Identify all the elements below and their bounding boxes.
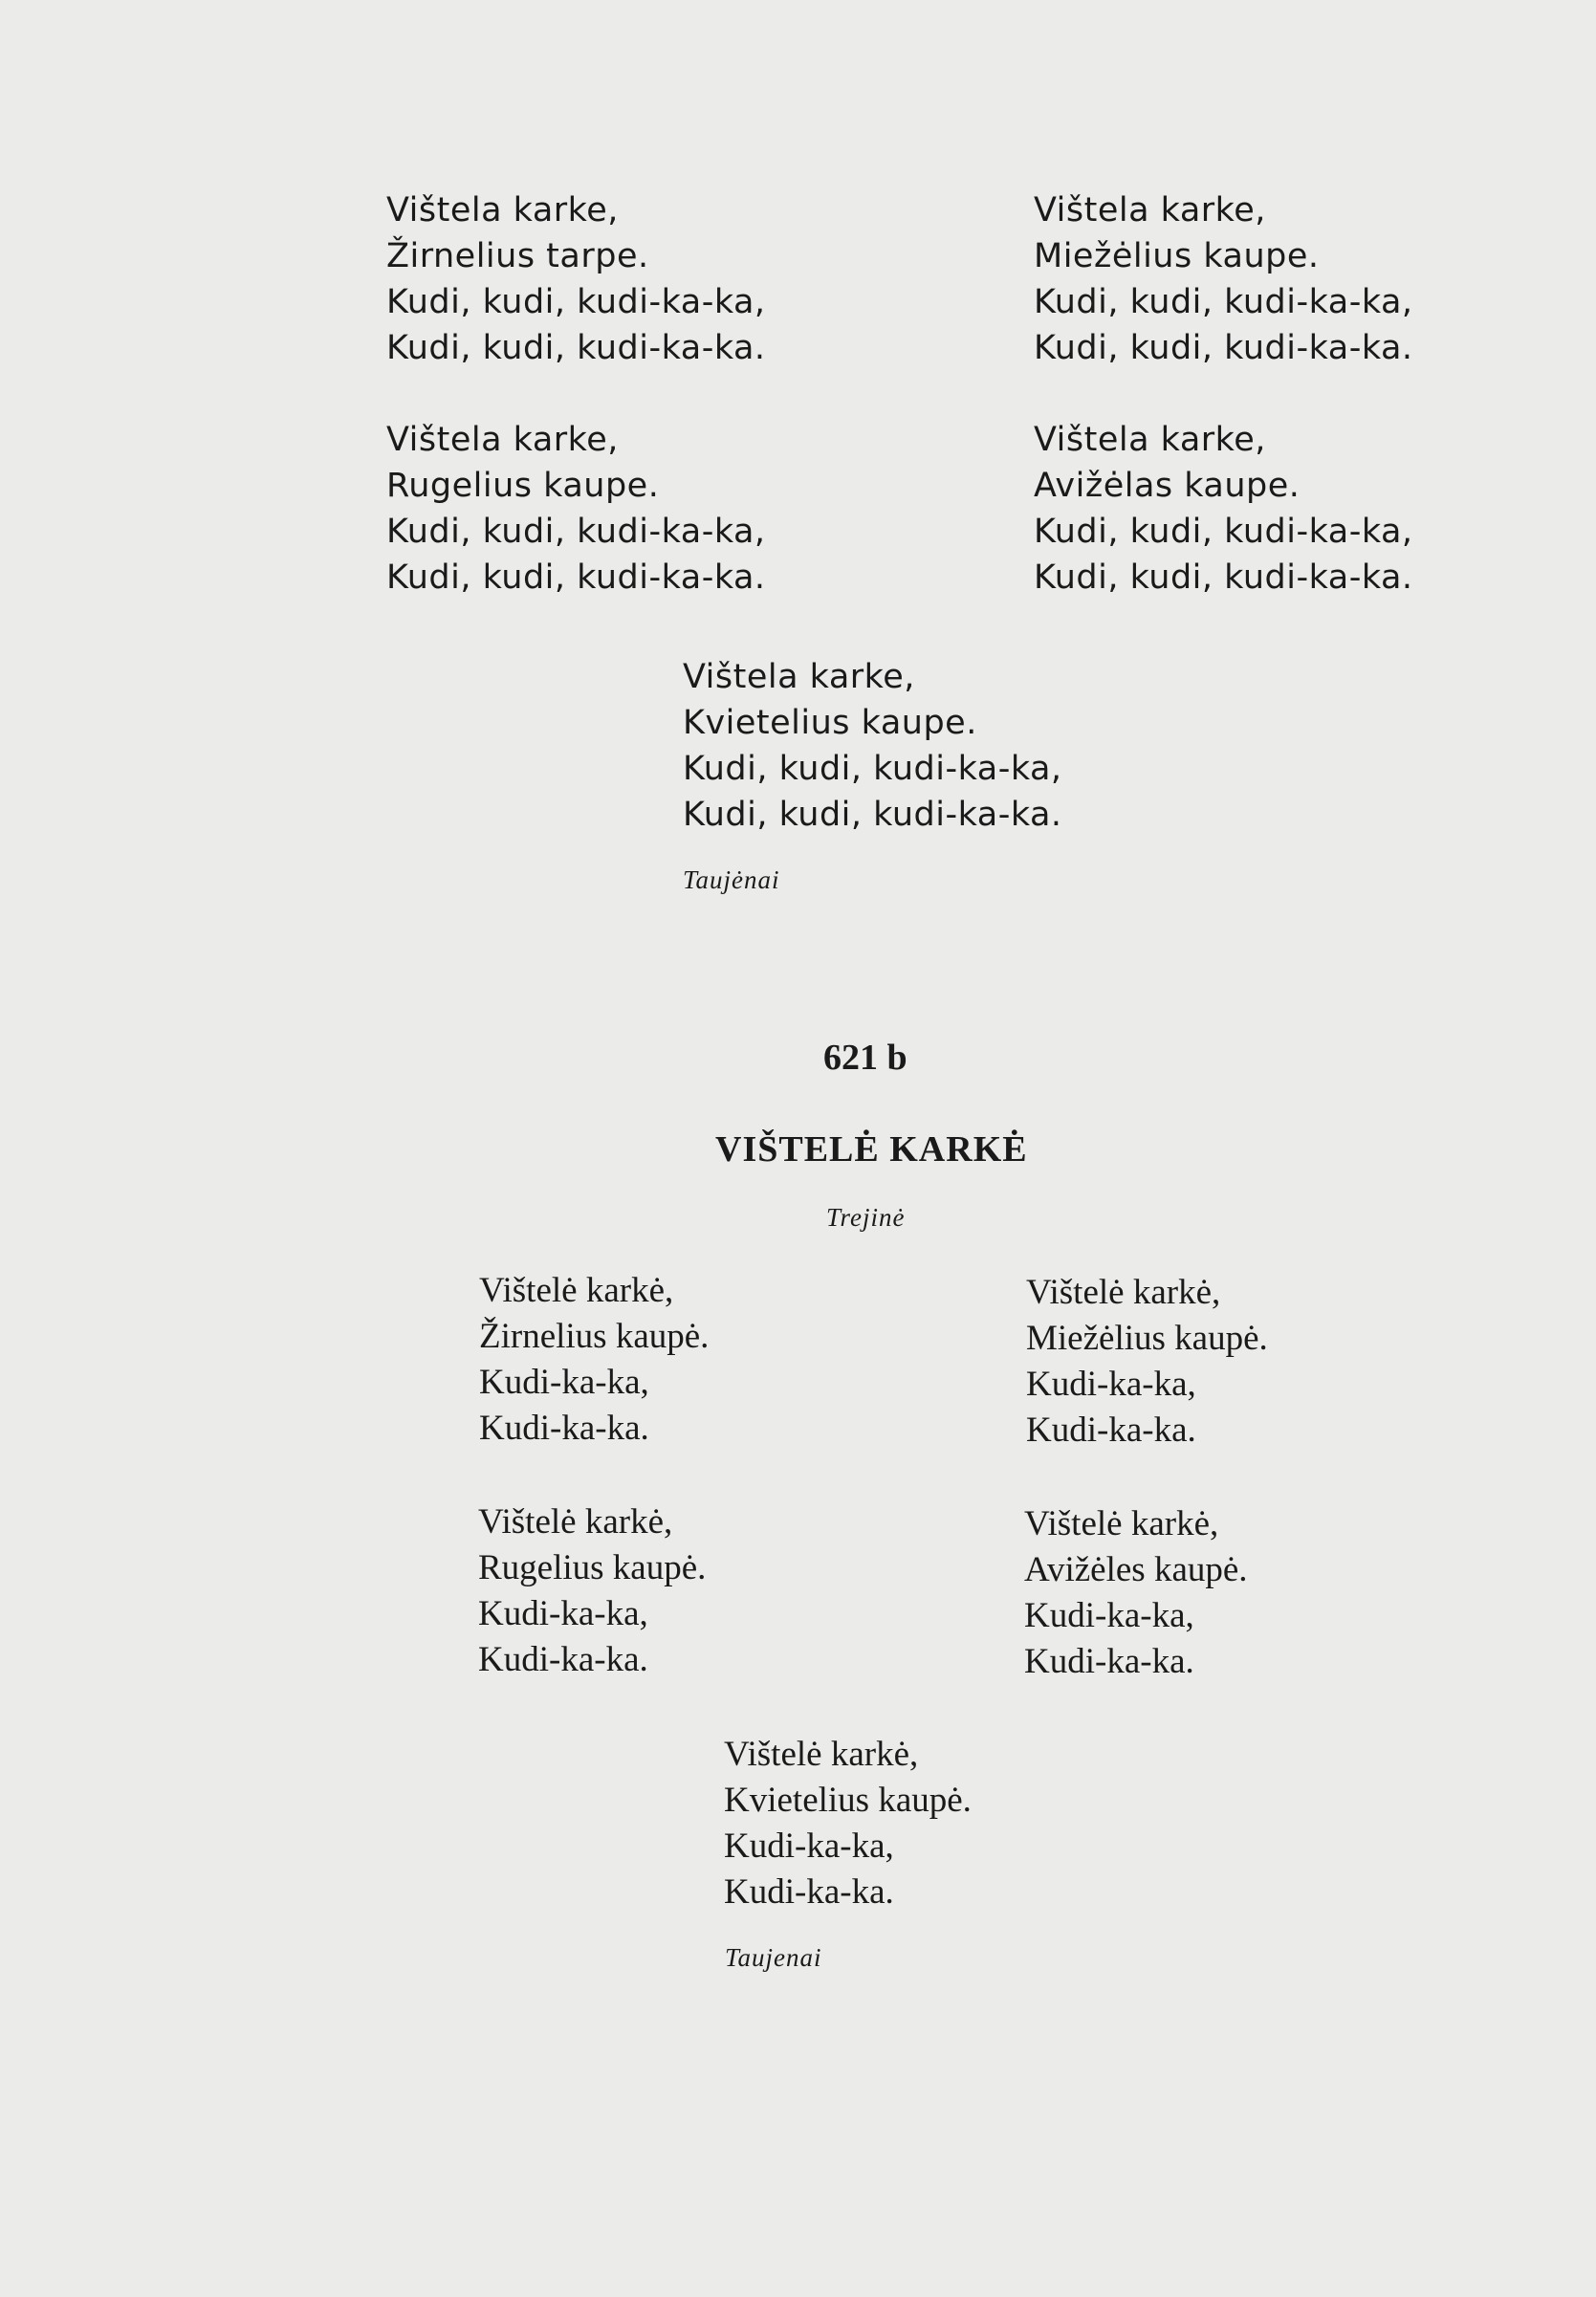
stanza-line: Kudi, kudi, kudi-ka-ka. xyxy=(683,796,1062,834)
bottom-stanza-4 xyxy=(1024,1501,1248,1685)
bottom-stanza-2 xyxy=(1026,1270,1268,1454)
stanza-line: Kudi-ka-ka. xyxy=(479,1409,649,1448)
stanza-line: Kudi, kudi, kudi-ka-ka. xyxy=(386,558,766,597)
stanza-line: Vištelė karkė, xyxy=(724,1735,919,1774)
stanza-line: Kudi-ka-ka. xyxy=(1024,1642,1194,1681)
stanza-line: Kvietelius kaupė. xyxy=(724,1781,972,1820)
stanza-line: Miežėlius kaupe. xyxy=(1034,237,1320,275)
stanza-line: Vištela karke, xyxy=(683,658,915,696)
top-stanza-3 xyxy=(386,417,766,601)
source-note: Taujėnai xyxy=(683,865,780,894)
stanza-line: Žirnelius tarpe. xyxy=(386,237,649,275)
song-number: 621 b xyxy=(823,1038,907,1078)
stanza-line: Kudi-ka-ka, xyxy=(724,1827,894,1866)
stanza-line: Kudi, kudi, kudi-ka-ka. xyxy=(386,329,766,367)
stanza-line: Avižėles kaupė. xyxy=(1024,1550,1248,1589)
bottom-stanza-1 xyxy=(479,1268,709,1452)
song-subtitle: Trejinė xyxy=(826,1203,906,1232)
stanza-line: Kudi-ka-ka, xyxy=(479,1363,649,1402)
bottom-stanza-3 xyxy=(478,1499,706,1683)
top-stanza-5 xyxy=(683,654,1062,838)
bottom-stanza-5 xyxy=(724,1732,972,1915)
stanza-line: Kudi, kudi, kudi-ka-ka. xyxy=(1034,558,1413,597)
stanza-line: Kudi-ka-ka, xyxy=(478,1594,648,1633)
stanza-line: Vištela karke, xyxy=(1034,191,1266,230)
stanza-line: Vištela karke, xyxy=(1034,421,1266,459)
stanza-line: Vištela karke, xyxy=(386,191,619,230)
source-note: Taujenai xyxy=(725,1943,822,1972)
stanza-line: Kudi-ka-ka. xyxy=(1026,1411,1196,1450)
stanza-line: Vištela karke, xyxy=(386,421,619,459)
top-stanza-4 xyxy=(1034,417,1413,601)
stanza-line: Kudi, kudi, kudi-ka-ka. xyxy=(1034,329,1413,367)
stanza-line: Vištelė karkė, xyxy=(478,1502,673,1542)
stanza-line: Rugelius kaupė. xyxy=(478,1548,707,1587)
stanza-line: Avižėlas kaupe. xyxy=(1034,467,1301,505)
stanza-line: Kudi, kudi, kudi-ka-ka, xyxy=(1034,513,1413,551)
stanza-line: Kudi-ka-ka. xyxy=(724,1872,894,1912)
stanza-line: Vištelė karkė, xyxy=(479,1271,674,1310)
top-stanza-1 xyxy=(386,187,766,371)
stanza-line: Žirnelius kaupė. xyxy=(479,1317,710,1356)
stanza-line: Kudi, kudi, kudi-ka-ka, xyxy=(386,513,766,551)
stanza-line: Kudi-ka-ka. xyxy=(478,1640,648,1679)
song-title: VIŠTELĖ KARKĖ xyxy=(715,1129,1028,1170)
stanza-line: Kudi, kudi, kudi-ka-ka, xyxy=(386,283,766,321)
stanza-line: Kudi, kudi, kudi-ka-ka, xyxy=(683,750,1062,788)
top-stanza-2 xyxy=(1034,187,1413,371)
stanza-line: Kvietelius kaupe. xyxy=(683,704,977,742)
stanza-line: Vištelė karkė, xyxy=(1024,1504,1219,1543)
stanza-line: Rugelius kaupe. xyxy=(386,467,660,505)
stanza-line: Vištelė karkė, xyxy=(1026,1273,1221,1312)
stanza-line: Kudi, kudi, kudi-ka-ka, xyxy=(1034,283,1413,321)
stanza-line: Miežėlius kaupė. xyxy=(1026,1319,1268,1358)
stanza-line: Kudi-ka-ka, xyxy=(1024,1596,1194,1635)
stanza-line: Kudi-ka-ka, xyxy=(1026,1365,1196,1404)
